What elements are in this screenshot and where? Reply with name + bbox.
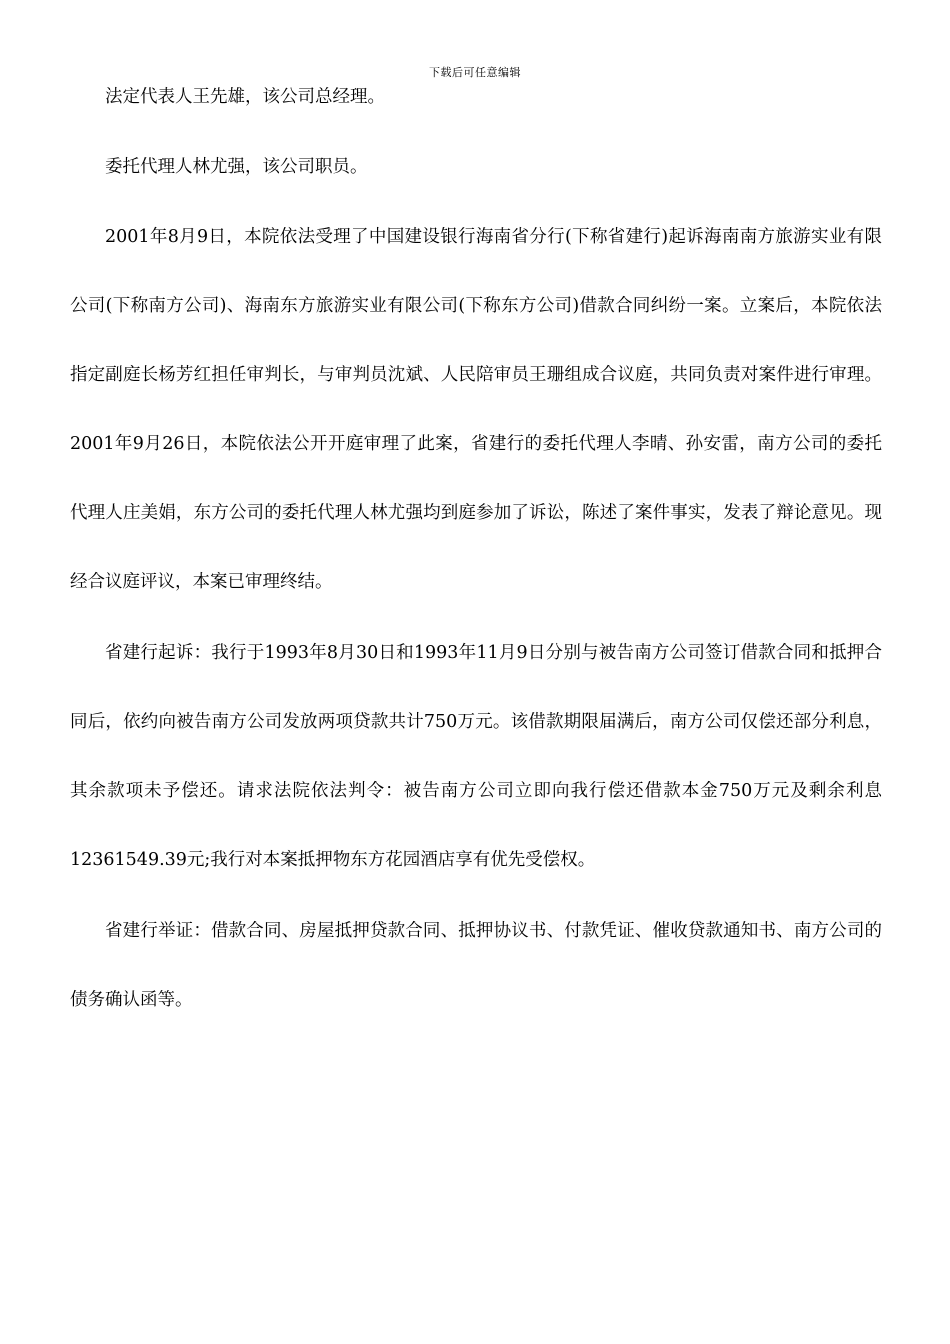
paragraph-agent: 委托代理人林尤强，该公司职员。	[105, 157, 368, 177]
paragraph-plaintiff-evidence: 省建行举证：借款合同、房屋抵押贷款合同、抵押协议书、付款凭证、催收贷款通知书、南方公司的债务确认函等。	[70, 921, 882, 1010]
paragraph-plaintiff-claim: 省建行起诉：我行于1993年8月30日和1993年11月9日分别与被告南方公司签订借款合同和抵押合同后，依约向被告南方公司发放两项贷款共计750万元。该借款期限届满后，南方公司仅偿还部分利息，其余款项未予偿还。请求法院依法判令：被告南方公司立即向我行偿还借款本金750万元及剩余利息12361549.39元;我行对本案抵押物东方花园酒店享有优先受偿权。	[70, 643, 882, 870]
header-note: 下载后可任意编辑	[429, 66, 521, 79]
paragraph-case-acceptance: 2001年8月9日，本院依法受理了中国建设银行海南省分行(下称省建行)起诉海南南方旅游实业有限公司(下称南方公司)、海南东方旅游实业有限公司(下称东方公司)借款合同纠纷一案。立案后，本院依法指定副庭长杨芳红担任审判长，与审判员沈斌、人民陪审员王珊组成合议庭，共同负责对案件进行审理。2001年9月26日，本院依法公开开庭审理了此案，省建行的委托代理人李晴、孙安雷，南方公司的委托代理人庄美娟，东方公司的委托代理人林尤强均到庭参加了诉讼，陈述了案件事实，发表了辩论意见。现经合议庭评议，本案已审理终结。	[70, 227, 882, 592]
document-body	[70, 79, 882, 1053]
paragraph-legal-representative: 法定代表人王先雄，该公司总经理。	[105, 87, 385, 107]
